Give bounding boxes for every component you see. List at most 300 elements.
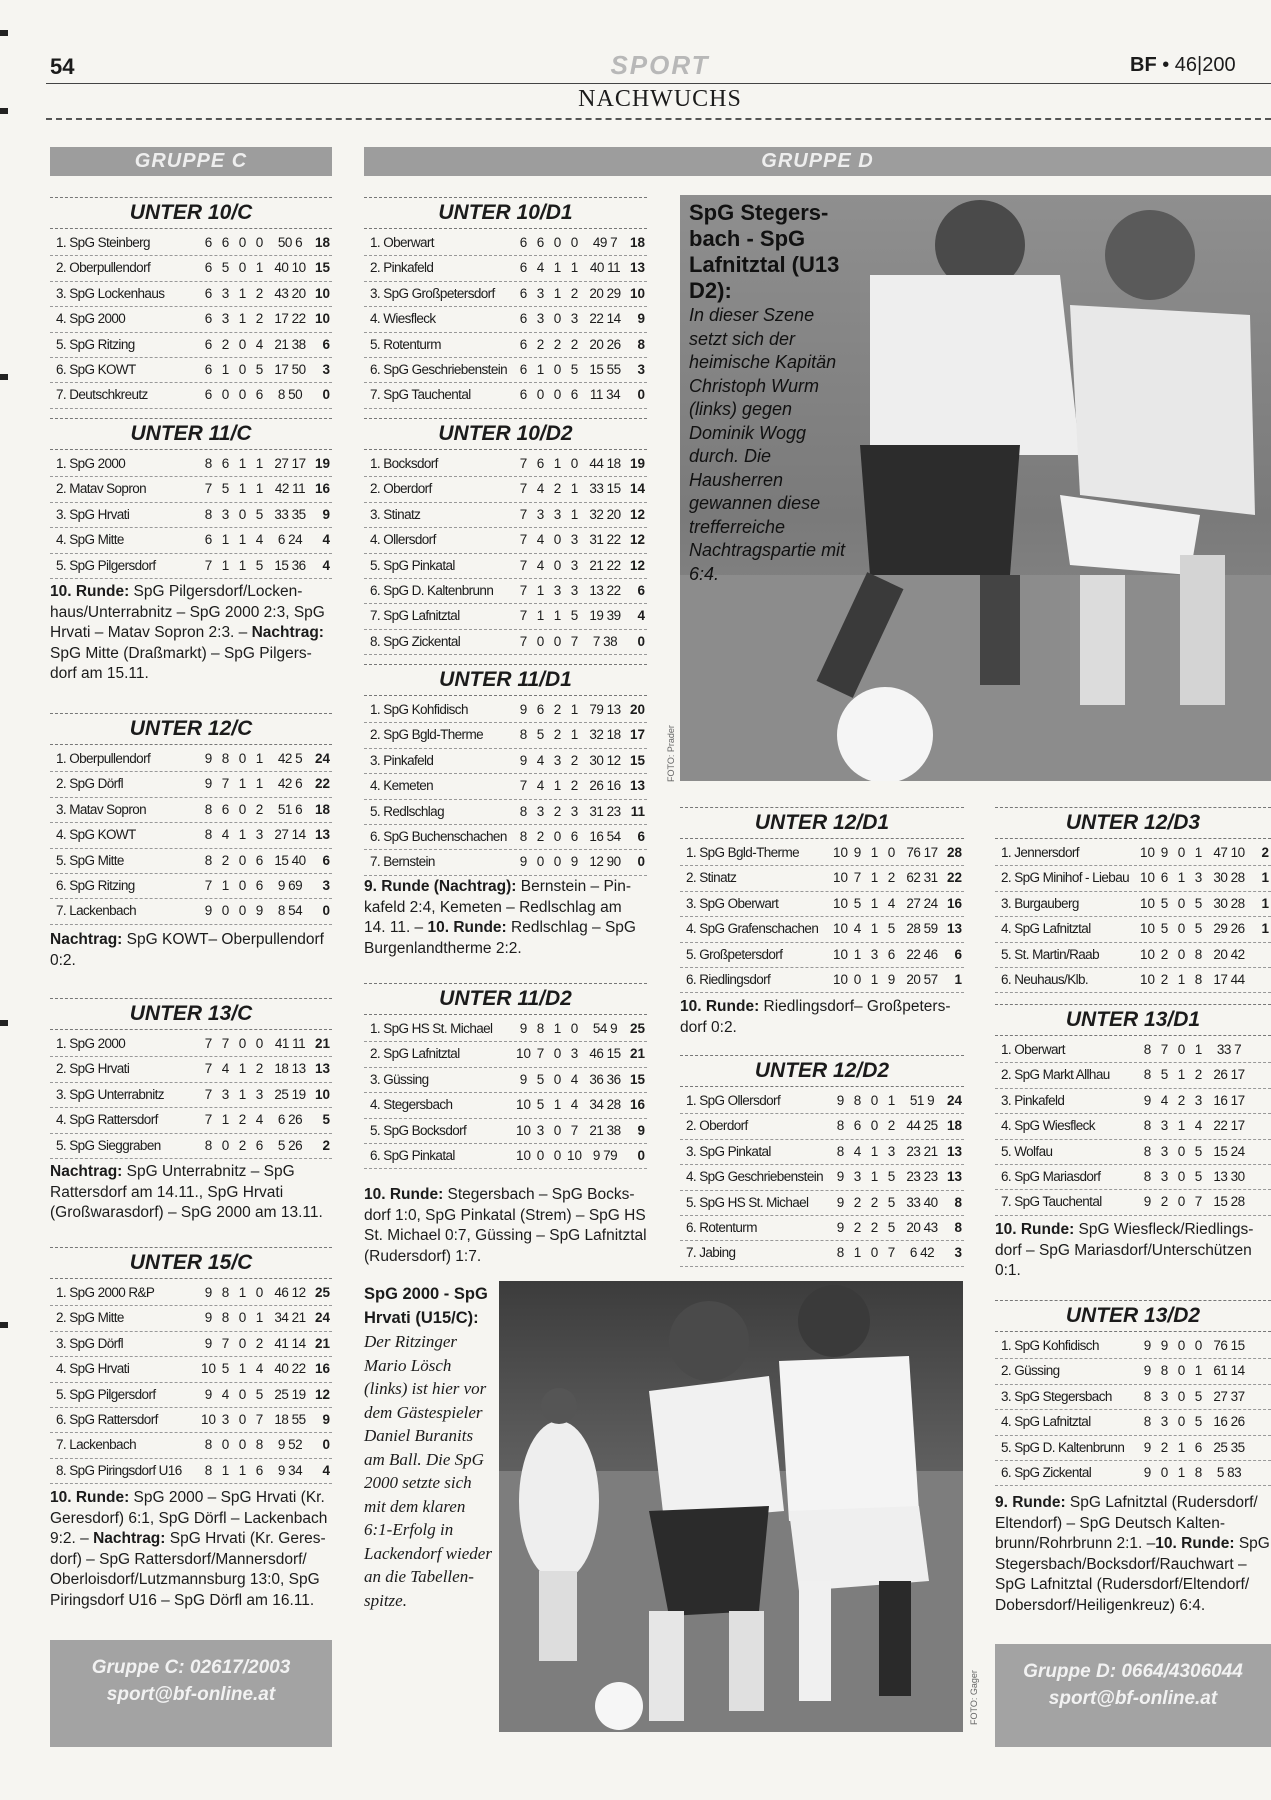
wins: 2 <box>221 852 230 868</box>
goals <box>583 1144 627 1168</box>
losses: 3 <box>255 827 264 843</box>
draws: 1 <box>238 1086 247 1102</box>
group-c-header: GRUPPE C <box>50 147 332 176</box>
draws: 0 <box>553 633 562 649</box>
table-rows <box>50 231 332 409</box>
team-name: 3. SpG Oberwart <box>686 895 779 911</box>
wins: 1 <box>221 532 230 548</box>
goals <box>268 1433 312 1457</box>
goals <box>1207 1114 1251 1138</box>
points: 24 <box>314 751 330 766</box>
goals <box>900 1216 944 1240</box>
points: 16 <box>314 481 330 497</box>
wins: 6 <box>853 1118 862 1134</box>
wins: 4 <box>536 778 545 794</box>
goals <box>900 892 944 916</box>
games-played: 6 <box>204 260 213 276</box>
team-name: 1. SpG Kohfidisch <box>1001 1338 1099 1353</box>
goals <box>1207 1038 1251 1062</box>
losses: 5 <box>255 506 264 522</box>
goals-against: 17 <box>1230 1067 1245 1083</box>
points <box>1251 1461 1271 1485</box>
points: 21 <box>314 1335 330 1351</box>
table-u15c <box>50 1247 332 1484</box>
table-row <box>50 1108 332 1133</box>
goals-for: 9 <box>277 1437 285 1453</box>
team-name: 5. SpG D. Kaltenbrunn <box>1001 1439 1125 1455</box>
header-dashed-rule <box>46 118 1271 120</box>
draws: 0 <box>1177 895 1186 911</box>
table-rows <box>995 1038 1271 1216</box>
team-name: 2. Pinkafeld <box>370 260 434 276</box>
goals <box>268 849 312 873</box>
points: 9 <box>322 1411 330 1427</box>
draws: 0 <box>238 506 247 522</box>
table-row <box>50 1332 332 1357</box>
team-name: 7. Bernstein <box>370 854 435 870</box>
losses: 1 <box>1194 1363 1203 1379</box>
table-row <box>364 698 647 723</box>
goals-for: 47 <box>1213 845 1228 860</box>
table-row <box>995 1359 1271 1384</box>
goals-for: 23 <box>906 1143 921 1159</box>
wins: 5 <box>536 727 545 743</box>
points: 0 <box>637 854 645 870</box>
goals <box>583 1119 627 1143</box>
table-row <box>680 1191 964 1216</box>
games-played: 8 <box>204 1137 213 1153</box>
contact-email[interactable]: sport@bf-online.at <box>1048 1688 1218 1709</box>
draws: 0 <box>1177 1414 1186 1430</box>
team-name: 5. Rotenturm <box>370 336 441 352</box>
goals <box>1207 892 1251 916</box>
team-name: 3. Güssing <box>370 1071 429 1087</box>
points: 21 <box>314 1036 330 1051</box>
goals-for: 9 <box>277 877 285 893</box>
team-name: 3. Pinkafeld <box>1001 1092 1065 1108</box>
wins: 5 <box>1160 921 1169 937</box>
goals-for: 25 <box>1213 1439 1228 1455</box>
wins: 6 <box>536 235 545 250</box>
games-played: 9 <box>519 752 528 768</box>
team-name: 6. SpG D. Kaltenbrunn <box>370 582 494 598</box>
points: 12 <box>314 1386 330 1402</box>
draws: 2 <box>1177 1092 1186 1108</box>
goals-against: 21 <box>291 1310 306 1326</box>
games-played: 7 <box>204 1061 213 1077</box>
games-played: 8 <box>519 803 528 819</box>
goals-against: 35 <box>1230 1439 1245 1455</box>
losses: 7 <box>1194 1194 1203 1210</box>
wins: 9 <box>853 845 862 860</box>
games-played: 9 <box>1143 1092 1152 1108</box>
wins: 0 <box>536 1147 545 1163</box>
goals-against: 22 <box>606 557 621 573</box>
points <box>1251 1089 1271 1113</box>
goals <box>1207 1165 1251 1189</box>
contact-box-c <box>50 1640 332 1747</box>
games-played: 8 <box>836 1118 845 1134</box>
wins: 3 <box>221 1086 230 1102</box>
goals <box>900 943 944 967</box>
losses: 2 <box>570 752 579 768</box>
points: 9 <box>637 311 645 327</box>
table-row <box>995 1165 1271 1190</box>
losses: 0 <box>255 1285 264 1300</box>
games-played: 8 <box>204 827 213 843</box>
team-name: 4. SpG Mitte <box>56 532 124 548</box>
draws: 1 <box>238 557 247 573</box>
wins: 5 <box>221 1361 230 1377</box>
wins: 5 <box>853 895 862 911</box>
games-played: 9 <box>1143 1439 1152 1455</box>
points: 10 <box>314 1086 330 1102</box>
games-played: 6 <box>204 387 213 403</box>
points: 3 <box>954 1245 962 1261</box>
goals-against: 55 <box>291 1411 306 1427</box>
wins: 3 <box>536 311 545 327</box>
games-played: 6 <box>519 260 528 276</box>
table-title: UNTER 11/C <box>50 418 332 450</box>
goals-against: 42 <box>920 1245 935 1261</box>
wins: 2 <box>853 1219 862 1235</box>
games-played: 10 <box>832 845 849 860</box>
contact-phone: Gruppe D: 0664/4306044 <box>1023 1661 1243 1682</box>
losses: 4 <box>255 336 264 352</box>
losses: 4 <box>255 532 264 548</box>
goals <box>268 1332 312 1356</box>
team-name: 4. SpG 2000 <box>56 311 126 327</box>
games-played: 7 <box>204 481 213 497</box>
wins: 3 <box>1160 1143 1169 1159</box>
table-row <box>995 1190 1271 1215</box>
note-u11d1: 9. Runde (Nachtrag): Bernstein – Pinkafeld 2:4, Kemeten – Redlschlag am 14. 11. – 10. Runde: Redlschlag – SpG Burgenlandtherme 2:2. <box>364 878 636 957</box>
goals <box>900 1191 944 1215</box>
losses: 6 <box>887 946 896 962</box>
table-row <box>364 282 647 307</box>
wins: 2 <box>853 1194 862 1210</box>
losses: 3 <box>570 582 579 598</box>
goals-against: 6 <box>295 801 303 817</box>
goals-for: 40 <box>274 260 289 276</box>
draws: 1 <box>238 481 247 497</box>
draws: 0 <box>238 1411 247 1427</box>
team-name: 3. Burgauberg <box>1001 895 1079 911</box>
note-u12d1: 10. Runde: Riedlingsdorf– Großpetersdorf 0:2. <box>680 998 951 1036</box>
goals-for: 34 <box>589 1097 604 1113</box>
goals-against: 54 <box>288 903 303 919</box>
table-row <box>680 866 964 891</box>
goals-for: 15 <box>274 557 289 573</box>
goals-against: 46 <box>923 946 938 962</box>
losses: 4 <box>570 1097 579 1113</box>
losses: 5 <box>570 361 579 377</box>
note-u11d2: 10. Runde: Stegersbach – SpG Bocksdorf 1:0, SpG Pinkatal (Strem) – SpG HS St. Michael 0:7, Güssing – SpG Lafnitztal (Rudersdorf) 1:7. <box>364 1186 647 1265</box>
points: 16 <box>946 895 962 911</box>
goals-for: 46 <box>274 1285 289 1300</box>
wins: 7 <box>1160 1042 1169 1057</box>
points: 15 <box>314 260 330 276</box>
goals-for: 17 <box>274 311 289 327</box>
goals-for: 28 <box>906 921 921 937</box>
goals-for: 42 <box>277 776 292 792</box>
losses: 0 <box>570 1021 579 1036</box>
team-name: 5. SpG Pilgersdorf <box>56 557 156 573</box>
goals-for: 27 <box>906 895 921 911</box>
draws: 1 <box>238 311 247 327</box>
team-name: 5. SpG Ritzing <box>56 336 135 352</box>
wins: 3 <box>1160 1118 1169 1134</box>
table-rows <box>50 452 332 579</box>
points: 25 <box>629 1021 645 1036</box>
points: 0 <box>637 387 645 403</box>
wins: 4 <box>536 260 545 276</box>
goals-for: 17 <box>274 361 289 377</box>
wins: 7 <box>221 1036 230 1051</box>
goals <box>268 747 312 771</box>
brand-name: BF <box>1130 54 1157 76</box>
goals-for: 21 <box>589 557 604 573</box>
goals-for: 49 <box>592 235 607 250</box>
games-played: 9 <box>836 1169 845 1185</box>
table-row <box>364 579 647 604</box>
losses: 6 <box>255 1137 264 1153</box>
table-row <box>680 841 964 866</box>
goals-for: 6 <box>277 532 285 548</box>
points: 4 <box>637 608 645 624</box>
team-name: 6. Rotenturm <box>686 1219 757 1235</box>
team-name: 6. SpG Rattersdorf <box>56 1411 158 1427</box>
goals <box>583 307 627 331</box>
draws: 1 <box>870 921 879 937</box>
edge-mark <box>0 108 8 114</box>
wins: 5 <box>536 1071 545 1087</box>
games-played: 6 <box>519 336 528 352</box>
goals-for: 76 <box>1213 1338 1228 1353</box>
team-name: 1. Oberwart <box>370 235 434 250</box>
draws: 0 <box>553 532 562 548</box>
wins: 4 <box>221 1061 230 1077</box>
goals <box>268 823 312 847</box>
losses: 5 <box>1194 1168 1203 1184</box>
draws: 0 <box>870 1093 879 1108</box>
games-played: 8 <box>1143 1414 1152 1430</box>
goals <box>583 825 627 849</box>
points: 18 <box>629 235 645 250</box>
table-title: UNTER 12/C <box>50 713 332 745</box>
table-row <box>364 307 647 332</box>
draws: 0 <box>238 801 247 817</box>
wins: 9 <box>1160 1338 1169 1353</box>
goals <box>268 358 312 382</box>
wins: 7 <box>853 870 862 886</box>
losses: 7 <box>570 633 579 649</box>
subsection-title: NACHWUCHS <box>578 86 742 112</box>
losses: 0 <box>570 456 579 471</box>
games-played: 8 <box>204 801 213 817</box>
points: 24 <box>314 1310 330 1326</box>
draws: 0 <box>238 877 247 893</box>
draws: 2 <box>238 1137 247 1153</box>
goals-against: 17 <box>1230 1118 1245 1134</box>
games-played: 8 <box>204 506 213 522</box>
team-name: 6. SpG Geschriebenstein <box>370 361 508 377</box>
table-row <box>364 554 647 579</box>
table-row <box>995 1063 1271 1088</box>
goals <box>1207 917 1251 941</box>
wins: 2 <box>221 336 230 352</box>
goals-against: 28 <box>606 1097 621 1113</box>
points: 6 <box>954 946 962 962</box>
table-row <box>364 1017 647 1042</box>
draws: 1 <box>870 971 879 987</box>
table-u13d1 <box>995 1004 1271 1216</box>
goals-for: 30 <box>1213 870 1228 886</box>
goals-for: 42 <box>274 481 289 497</box>
team-name: 8. SpG Piringsdorf U16 <box>56 1462 182 1478</box>
games-played: 10 <box>1139 870 1156 886</box>
goals <box>583 528 627 552</box>
table-row <box>680 968 964 993</box>
table-row <box>364 383 647 408</box>
points: 17 <box>629 727 645 743</box>
goals <box>1207 841 1251 865</box>
wins: 1 <box>536 361 545 377</box>
draws: 1 <box>870 1143 879 1159</box>
wins: 2 <box>536 828 545 844</box>
losses: 1 <box>570 702 579 717</box>
goals <box>900 1089 944 1113</box>
team-name: 3. SpG Großpetersdorf <box>370 285 495 301</box>
table-row <box>50 823 332 848</box>
losses: 5 <box>887 1219 896 1235</box>
games-played: 10 <box>832 971 849 987</box>
games-played: 8 <box>1143 1042 1152 1057</box>
wins: 4 <box>1160 1092 1169 1108</box>
draws: 1 <box>553 260 562 276</box>
games-played: 7 <box>519 456 528 471</box>
wins: 6 <box>536 702 545 717</box>
wins: 0 <box>853 971 862 987</box>
team-name: 2. Güssing <box>1001 1363 1060 1379</box>
table-row <box>680 1140 964 1165</box>
photo2-caption-body: Der Ritzinger Mario Lösch (links) ist hier vor dem Gästespieler Daniel Buranits am Ball. Die SpG 2000 setzte sich mit dem klaren 6:1-Erfolg in Lackendorf wieder an die Tabellenspitze. <box>364 1332 492 1610</box>
table-row <box>50 1281 332 1306</box>
note-u11c: 10. Runde: SpG Pilgersdorf/Lockenhaus/Unterrabnitz – SpG 2000 2:3, SpG Hrvati – Matav Sopron 2:3. – Nachtrag: SpG Mitte (Draßmarkt) – SpG Pilgersdorf am 15.11. <box>50 583 325 682</box>
goals <box>583 333 627 357</box>
points: 18 <box>314 801 330 817</box>
goals <box>1207 866 1251 890</box>
wins: 3 <box>221 1411 230 1427</box>
losses: 1 <box>1194 845 1203 860</box>
wins: 6 <box>536 456 545 471</box>
goals <box>583 1017 627 1041</box>
photo1-caption <box>689 200 849 586</box>
goals <box>268 1383 312 1407</box>
points: 8 <box>954 1194 962 1210</box>
contact-email[interactable]: sport@bf-online.at <box>106 1684 276 1705</box>
games-played: 10 <box>515 1122 532 1138</box>
games-played: 9 <box>519 1021 528 1036</box>
table-row <box>364 630 647 655</box>
goals-for: 76 <box>906 845 921 860</box>
points: 24 <box>946 1093 962 1108</box>
team-name: 3. Pinkafeld <box>370 752 434 768</box>
table-row <box>364 358 647 383</box>
table-row <box>364 256 647 281</box>
goals <box>268 333 312 357</box>
goals-for: 20 <box>1213 946 1228 962</box>
draws: 0 <box>553 1071 562 1087</box>
goals-against: 37 <box>1230 1388 1245 1404</box>
points <box>1251 1140 1271 1164</box>
games-played: 8 <box>204 456 213 471</box>
losses: 1 <box>570 506 579 522</box>
wins: 3 <box>853 1169 862 1185</box>
games-played: 7 <box>519 506 528 522</box>
table-rows <box>364 1017 647 1169</box>
losses: 1 <box>570 260 579 276</box>
goals-against: 40 <box>923 1194 938 1210</box>
points: 1 <box>1261 895 1269 911</box>
goals-against: 10 <box>1230 845 1245 860</box>
table-row <box>995 1089 1271 1114</box>
wins: 7 <box>221 776 230 792</box>
draws: 0 <box>553 828 562 844</box>
draws: 1 <box>238 532 247 548</box>
games-played: 10 <box>200 1411 217 1427</box>
draws: 1 <box>1177 1067 1186 1083</box>
games-played: 10 <box>1139 971 1156 987</box>
points: 0 <box>322 387 330 403</box>
points: 12 <box>629 532 645 548</box>
team-name: 4. SpG Hrvati <box>56 1361 130 1377</box>
wins: 4 <box>853 1143 862 1159</box>
losses: 8 <box>255 1437 264 1453</box>
games-played: 10 <box>1139 845 1156 860</box>
team-name: 5. SpG HS St. Michael <box>686 1194 809 1210</box>
goals-against: 15 <box>1230 1338 1245 1353</box>
games-played: 7 <box>204 877 213 893</box>
points: 20 <box>629 702 645 717</box>
games-played: 7 <box>204 1036 213 1051</box>
goals-against: 14 <box>291 1335 306 1351</box>
goals <box>268 772 312 796</box>
wins: 4 <box>221 1386 230 1402</box>
points: 2 <box>322 1137 330 1153</box>
team-name: 6. SpG Ritzing <box>56 877 135 893</box>
losses: 2 <box>255 1061 264 1077</box>
games-played: 7 <box>519 582 528 598</box>
goals <box>268 874 312 898</box>
photo2-caption-title: SpG 2000 - SpG Hrvati (U15/C): <box>364 1285 488 1327</box>
goals-against: 38 <box>603 633 618 649</box>
draws: 1 <box>1177 1118 1186 1134</box>
goals-against: 19 <box>291 1386 306 1402</box>
goals-against: 38 <box>291 336 306 352</box>
losses: 2 <box>887 870 896 886</box>
goals-against: 26 <box>1230 921 1245 937</box>
team-name: 4. SpG Lafnitztal <box>1001 921 1091 937</box>
goals <box>1207 943 1251 967</box>
table-row <box>680 943 964 968</box>
team-name: 6. Neuhaus/Klb. <box>1001 971 1089 987</box>
losses: 6 <box>1194 1439 1203 1455</box>
losses: 2 <box>887 1118 896 1134</box>
team-name: 1. Bocksdorf <box>370 456 438 471</box>
points: 9 <box>322 506 330 522</box>
goals-against: 11 <box>607 260 621 276</box>
